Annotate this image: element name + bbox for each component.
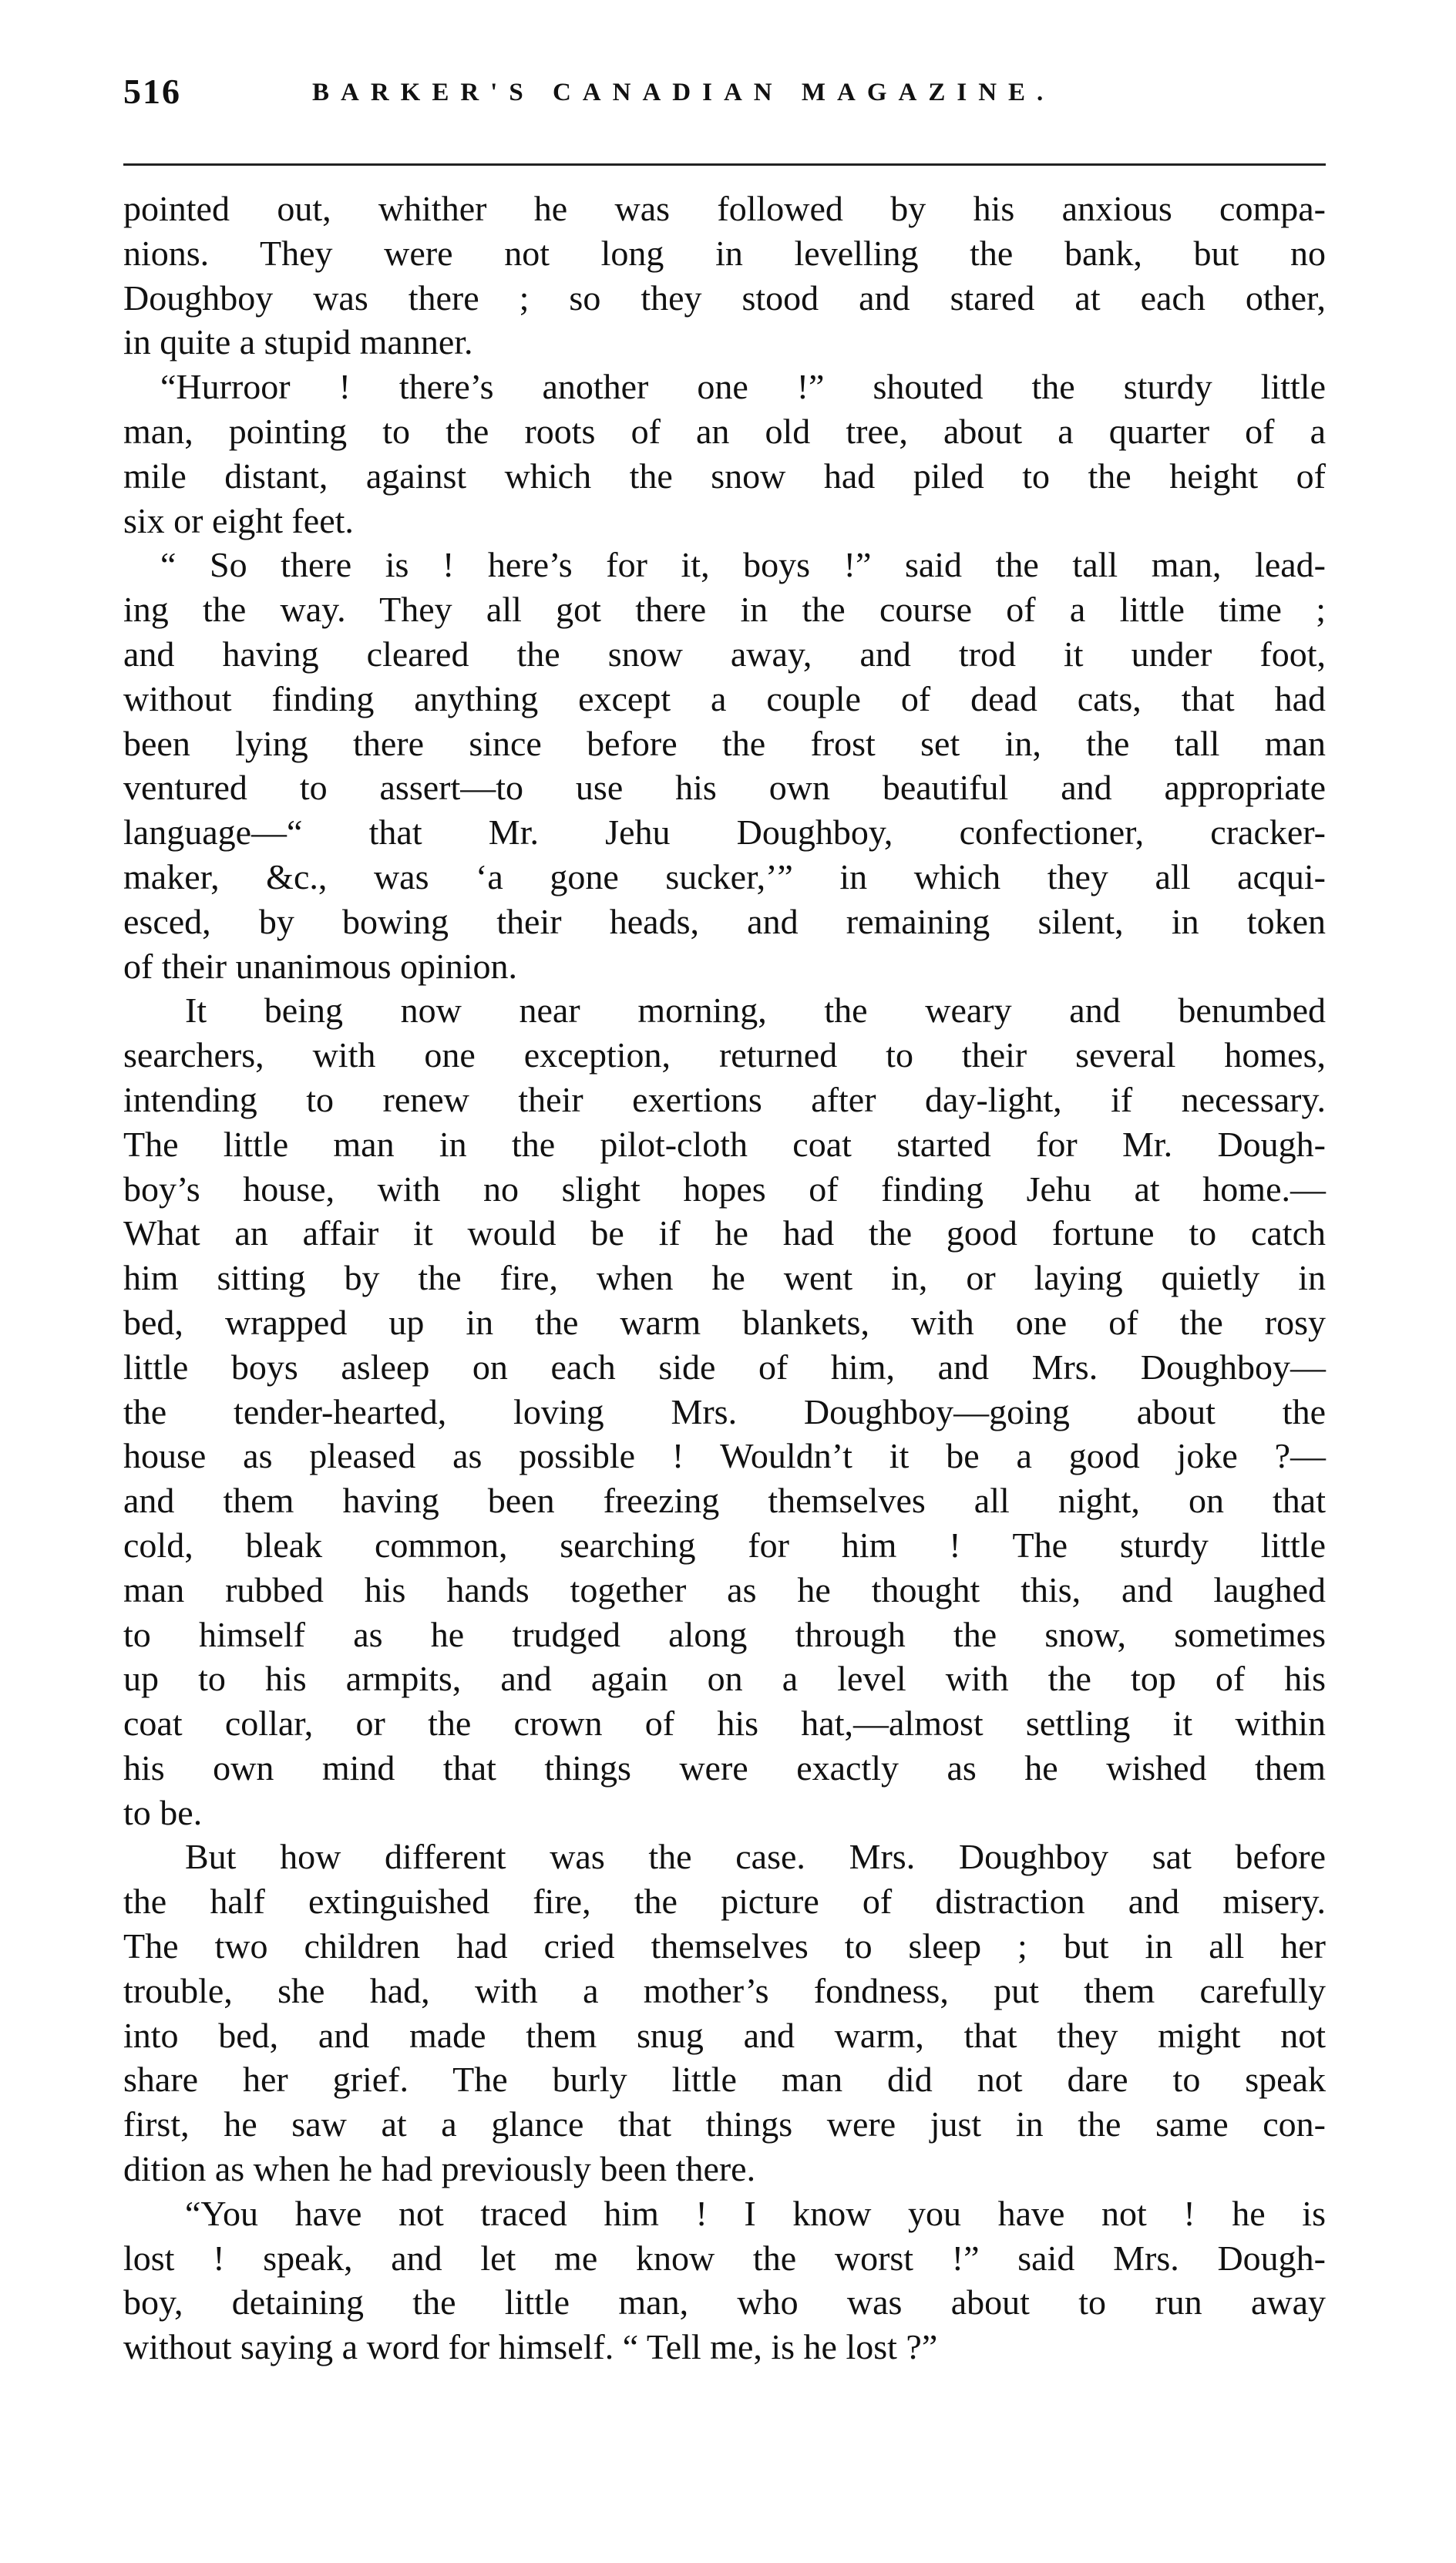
text-line: nions. They were not long in levelling the bank, but no	[123, 233, 1326, 273]
text-line: house as pleased as possible ! Wouldn’t it be a good joke ?—	[123, 1436, 1326, 1476]
text-line: the half extinguished fire, the picture of distraction and misery.	[123, 1882, 1326, 1922]
text-line: boy’s house, with no slight hopes of finding Jehu at home.—	[123, 1169, 1326, 1209]
text-line: man, pointing to the roots of an old tree, about a quarter of a	[123, 411, 1326, 451]
text-line: share her grief. The burly little man did not dare to speak	[123, 2060, 1326, 2100]
text-line: ing the way. They all got there in the course of a little time ;	[123, 590, 1326, 630]
text-line: bed, wrapped up in the warm blankets, with one of the rosy	[123, 1302, 1326, 1342]
text-line: little boys asleep on each side of him, and Mrs. Doughboy—	[123, 1347, 1326, 1387]
text-line: of their unanimous opinion.	[123, 946, 518, 986]
body-text	[123, 187, 1326, 2370]
text-line: man rubbed his hands together as he thought this, and laughed	[123, 1569, 1326, 1609]
text-line: without finding anything except a couple of dead cats, that had	[123, 678, 1326, 718]
text-line: pointed out, whither he was followed by his anxious compa-	[123, 189, 1326, 228]
running-title: BARKER'S CANADIAN MAGAZINE.	[312, 79, 1055, 106]
text-line: been lying there since before the frost set in, the tall man	[123, 723, 1326, 763]
text-line: “ So there is ! here’s for it, boys !” said the tall man, lead-	[160, 545, 1326, 585]
text-line: maker, &c., was ‘a gone sucker,’” in which they all acqui-	[123, 856, 1326, 896]
text-line: Doughboy was there ; so they stood and stared at each other,	[123, 277, 1326, 318]
text-line: language—“ that Mr. Jehu Doughboy, confectioner, cracker-	[123, 812, 1326, 853]
text-line: six or eight feet.	[123, 500, 354, 540]
text-line: his own mind that things were exactly as he wished them	[123, 1747, 1326, 1788]
text-line: without saying a word for himself. “ Tell me, is he lost ?”	[123, 2327, 938, 2367]
text-line: “You have not traced him ! I know you have not ! he is	[185, 2193, 1326, 2233]
text-line: up to his armpits, and again on a level with the top of his	[123, 1659, 1326, 1699]
text-line: into bed, and made them snug and warm, that they might not	[123, 2015, 1326, 2055]
text-line: and having cleared the snow away, and trod it under foot,	[123, 634, 1326, 674]
text-line: trouble, she had, with a mother’s fondness, put them carefully	[123, 1970, 1326, 2010]
text-line: What an affair it would be if he had the good fortune to catch	[123, 1213, 1326, 1253]
text-line: mile distant, against which the snow had piled to the height of	[123, 456, 1326, 496]
text-line: The little man in the pilot-cloth coat started for Mr. Dough-	[123, 1124, 1326, 1164]
text-line: “Hurroor ! there’s another one !” shouted the sturdy little	[160, 367, 1326, 407]
text-line: The two children had cried themselves to sleep ; but in all her	[123, 1926, 1326, 1966]
text-line: in quite a stupid manner.	[123, 322, 473, 362]
text-line: dition as when he had previously been there.	[123, 2149, 756, 2189]
text-line: searchers, with one exception, returned to their several homes,	[123, 1035, 1326, 1075]
text-line: ventured to assert—to use his own beautiful and appropriate	[123, 768, 1326, 808]
text-line: It being now near morning, the weary and benumbed	[185, 991, 1326, 1031]
text-line: coat collar, or the crown of his hat,—almost settling it within	[123, 1704, 1326, 1744]
text-line: to himself as he trudged along through the snow, sometimes	[123, 1614, 1326, 1654]
text-line: him sitting by the fire, when he went in, or laying quietly in	[123, 1258, 1326, 1298]
text-line: intending to renew their exertions after day-light, if necessary.	[123, 1079, 1326, 1119]
text-line: first, he saw at a glance that things were just in the same con-	[123, 2104, 1326, 2144]
text-line: to be.	[123, 1792, 203, 1832]
header-rule	[123, 163, 1326, 166]
text-line: esced, by bowing their heads, and remaining silent, in token	[123, 901, 1326, 941]
page-number: 516	[123, 72, 181, 111]
text-line: the tender-hearted, loving Mrs. Doughboy—going about the	[123, 1391, 1326, 1431]
text-line: lost ! speak, and let me know the worst !” said Mrs. Dough-	[123, 2238, 1326, 2278]
text-line: boy, detaining the little man, who was about to run away	[123, 2282, 1326, 2323]
text-line: and them having been freezing themselves all night, on that	[123, 1481, 1326, 1521]
text-line: But how different was the case. Mrs. Doughboy sat before	[185, 1837, 1326, 1877]
text-line: cold, bleak common, searching for him ! The sturdy little	[123, 1525, 1326, 1565]
page-header	[123, 71, 1326, 125]
